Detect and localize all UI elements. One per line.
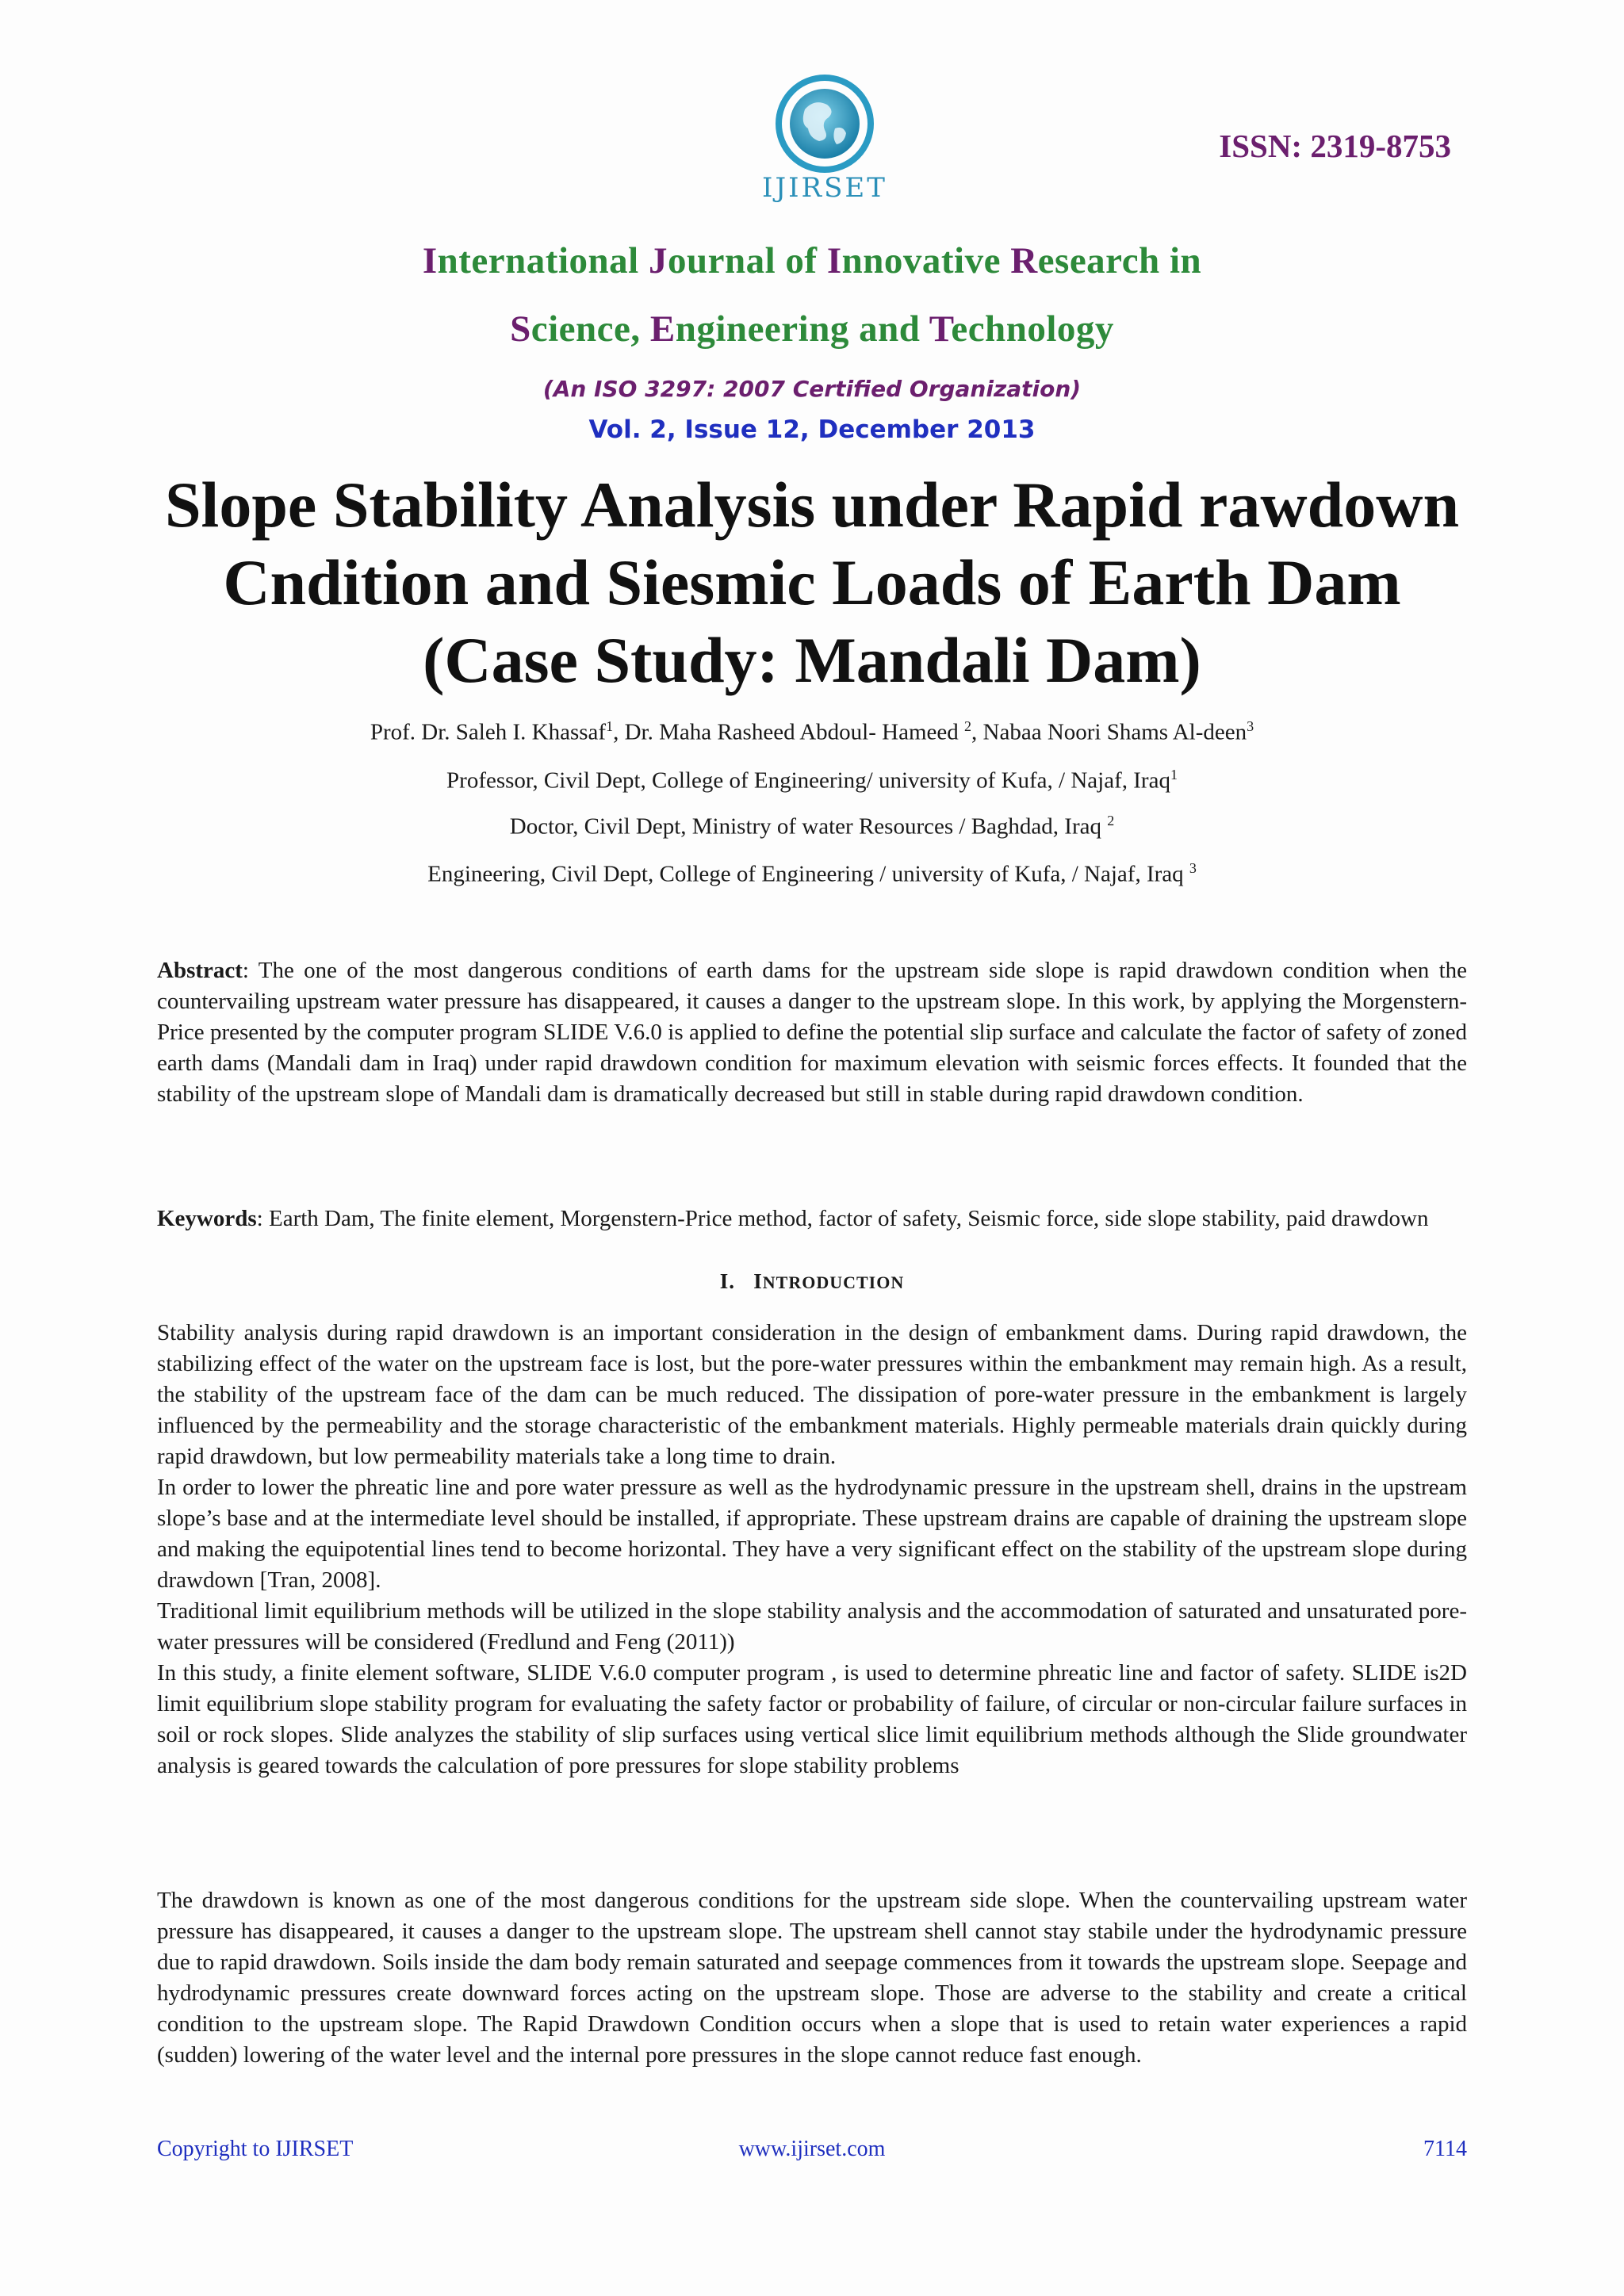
volume-issue: Vol. 2, Issue 12, December 2013 (588, 415, 1036, 444)
paragraph: Traditional limit equilibrium methods will be utilized in the slope stability analysis and the accommodation of saturated and unsaturated pore-water pressures will be considered (Fredlund and Feng (2011)) (157, 1598, 1467, 1655)
issn: ISSN: 2319-8753 (1219, 128, 1451, 164)
title-line: Cndition and Siesmic Loads of Earth Dam (223, 546, 1401, 618)
keywords-text: : Earth Dam, The finite element, Morgenstern-Price method, factor of safety, Seismic force, side slope stability, paid drawdown (256, 1206, 1429, 1231)
footer-copyright: Copyright to IJIRSET (157, 2137, 354, 2161)
logo-text: IJIRSET (762, 172, 887, 204)
keywords (157, 1203, 1467, 1234)
abstract (157, 955, 1467, 1110)
footer (157, 2137, 1467, 2168)
paragraph: Stability analysis during rapid drawdown is an important consideration in the design of embankment dams. During rapid drawdown, the stabilizing effect of the water on the upstream face is lost, but the pore-water pressures within the embankment may remain high. As a result, the stability of the upstream face of the dam can be much reduced. The dissipation of pore-water pressure in the embankment is largely influenced by the permeability and the storage characteristic of the embankment materials. Highly permeable materials drain quickly during rapid drawdown, but low permeability materials take a long time to drain. (157, 1320, 1467, 1469)
journal-name-line1: International Journal of Innovative Research in (422, 240, 1202, 281)
author-3: , Nabaa Noori Shams Al-deen (971, 719, 1247, 745)
globe-icon (749, 70, 900, 209)
affiliation-1: Professor, Civil Dept, College of Engineering/ university of Kufa, / Najaf, Iraq$^1$ (446, 767, 1178, 794)
abstract-label: Abstract (157, 958, 243, 983)
drawdown-paragraph: The drawdown is known as one of the most dangerous conditions for the upstream side slope. When the countervailing upstream water pressure has disappeared, it causes a danger to the upstream slope. The upstream shell cannot stay stabile under the hydrodynamic pressure due to rapid drawdown. Soils inside the dam body remain saturated and seepage commences from it towards the upstream slope. Seepage and hydrodynamic pressures create downward forces acting on the upstream slope. Those are adverse to the stability and create a critical condition to the upstream slope. The Rapid Drawdown Condition occurs when a slope that is used to retain water experiences a rapid (sudden) lowering of the water level and the internal pore pressures in the slope cannot reduce fast enough. (157, 1888, 1467, 2068)
affiliation-2: Doctor, Civil Dept, Ministry of water Resources / Baghdad, Iraq $^2$ (509, 813, 1115, 840)
section-heading-introduction: I. INTRODUCTION (719, 1269, 905, 1293)
author-1: Prof. Dr. Saleh I. Khassaf (370, 719, 607, 745)
journal-name-line2: Science, Engineering and Technology (510, 308, 1114, 350)
footer-website-link[interactable]: www.ijirset.com (738, 2137, 886, 2161)
paragraph: In this study, a finite element software, SLIDE V.6.0 computer program , is used to determine phreatic line and factor of safety. SLIDE is2D limit equilibrium slope stability program for evaluating the safety factor or probability of failure, of circular or non-circular failure surfaces in soil or rock slopes. Slide analyzes the stability of slip surfaces using vertical slice limit equilibrium methods although the Slide groundwater analysis is geared towards the calculation of pore pressures for slope stability problems (157, 1660, 1467, 1778)
authors-line: Prof. Dr. Saleh I. Khassaf$^1$, Dr. Maha Rasheed Abdoul- Hameed $^2$, Nabaa Noori Shams Al-deen$^3$ (370, 718, 1254, 745)
page-number: 7114 (1423, 2137, 1467, 2161)
paragraph: In order to lower the phreatic line and pore water pressure as well as the hydrodynamic pressure in the upstream shell, drains in the upstream slope’s base and at the intermediate level should be installed, if appropriate. These upstream drains are capable of draining the upstream slope and making the equipotential lines tend to become horizontal. They have a very significant effect on the stability of the upstream slope during drawdown [Tran, 2008]. (157, 1475, 1467, 1593)
affiliation-3: Engineering, Civil Dept, College of Engineering / university of Kufa, / Najaf, Iraq $^3$ (427, 860, 1197, 887)
iso-certification: (An ISO 3297: 2007 Certified Organization) (542, 376, 1082, 402)
title-line: (Case Study: Mandali Dam) (423, 624, 1201, 696)
introduction-body (157, 1318, 1467, 1781)
paper-title (119, 466, 1505, 699)
author-2: , Dr. Maha Rasheed Abdoul- Hameed (613, 719, 965, 745)
journal-logo (749, 70, 900, 209)
abstract-text: : The one of the most dangerous conditions of earth dams for the upstream side slope is rapid drawdown condition when the countervailing upstream water pressure has disappeared, it causes a danger to the upstream slope. In this work, by applying the Morgenstern-Price presented by the computer program SLIDE V.6.0 is applied to define the potential slip surface and calculate the factor of safety of zoned earth dams (Mandali dam in Iraq) under rapid drawdown condition for maximum elevation with seismic forces effects. It founded that the stability of the upstream slope of Mandali dam is dramatically decreased but still in stable during rapid drawdown condition. (157, 958, 1467, 1107)
title-line: Slope Stability Analysis under Rapid rawdown (164, 469, 1460, 541)
keywords-label: Keywords (157, 1206, 257, 1231)
